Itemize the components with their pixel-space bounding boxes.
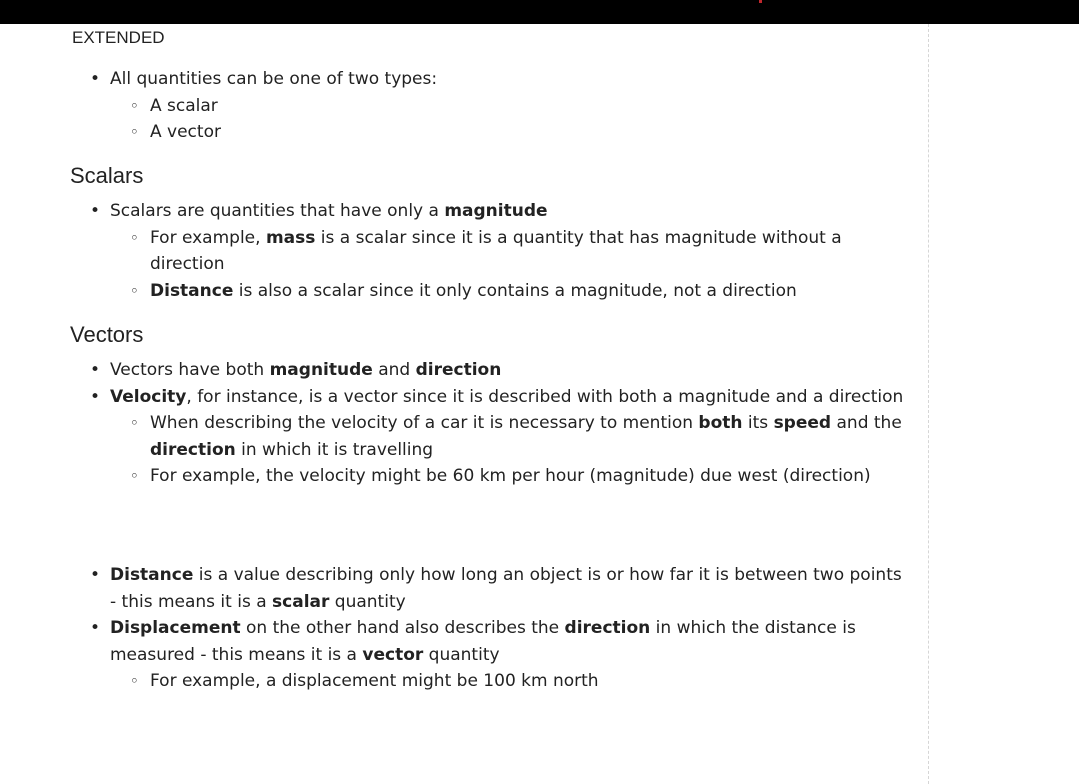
bold-term: vector [362,644,424,665]
bold-term: speed [773,413,832,433]
text: For example, a displacement might be 100 km north [150,671,599,691]
scalars-list [110,198,910,304]
bold-term: Velocity [110,386,187,407]
text: For example, [150,227,266,248]
list-item [110,357,910,384]
text: , for instance, is a vector since it is described with both a magnitude and a direction [186,386,904,407]
bold-term: Displacement [110,618,241,638]
text: quantity [423,644,500,665]
bold-term: magnitude [444,201,548,221]
text: For example, the velocity might be 60 km per hour (magnitude) due west (direction) [150,466,871,486]
list-item [110,615,910,695]
text: is a value describing only how long an object is or how far it is between two points - this means it is a [110,565,902,612]
sub-item-scalar [150,93,910,120]
text: is also a scalar since it only contains a magnitude, not a direction [233,280,797,301]
text: All quantities can be one of two types: [110,69,438,89]
text: Vectors have both [110,360,270,380]
sub-list [110,225,910,305]
intro-list [110,66,910,146]
text: its [742,413,774,433]
vectors-list [110,357,910,490]
bold-term: mass [265,227,316,248]
text: in which it is travelling [235,439,434,460]
sub-item [150,278,910,305]
sub-list [110,93,910,146]
distance-displacement-list [110,562,910,695]
heading-vectors: Vectors [70,322,144,347]
text: in which the distance is measured - this means it is a [110,618,856,665]
sub-item [150,225,910,278]
list-item [110,384,910,490]
sub-item [150,410,910,463]
sub-item [150,463,910,490]
heading-scalars: Scalars [70,163,144,188]
text: A vector [150,122,221,142]
sub-list [110,668,910,695]
text: A scalar [150,95,218,116]
bold-term: magnitude [269,360,373,380]
text: is a scalar since it is a quantity that has magnitude without a direction [150,227,842,274]
text: on the other hand also describes the [240,618,565,638]
bold-term: direction [415,360,502,380]
bold-term: Distance [110,565,194,585]
text: quantity [329,591,406,612]
sub-item-vector [150,119,910,146]
bold-term: both [698,413,743,433]
text: When describing the velocity of a car it is necessary to mention [150,413,699,433]
section-label: EXTENDED [72,28,165,47]
page-edge-divider [928,24,929,784]
text: and the [831,413,902,433]
text: Scalars are quantities that have only a [110,201,445,221]
sub-list [110,410,910,490]
indicator-dot [759,0,762,3]
top-bar [0,0,1079,24]
bold-term: scalar [272,591,330,612]
text: and [372,360,416,380]
bold-term: direction [150,439,236,460]
bold-term: Distance [150,280,234,301]
list-item [110,66,910,146]
list-item [110,198,910,304]
bold-term: direction [564,618,651,638]
list-item [110,562,910,615]
sub-item [150,668,910,695]
